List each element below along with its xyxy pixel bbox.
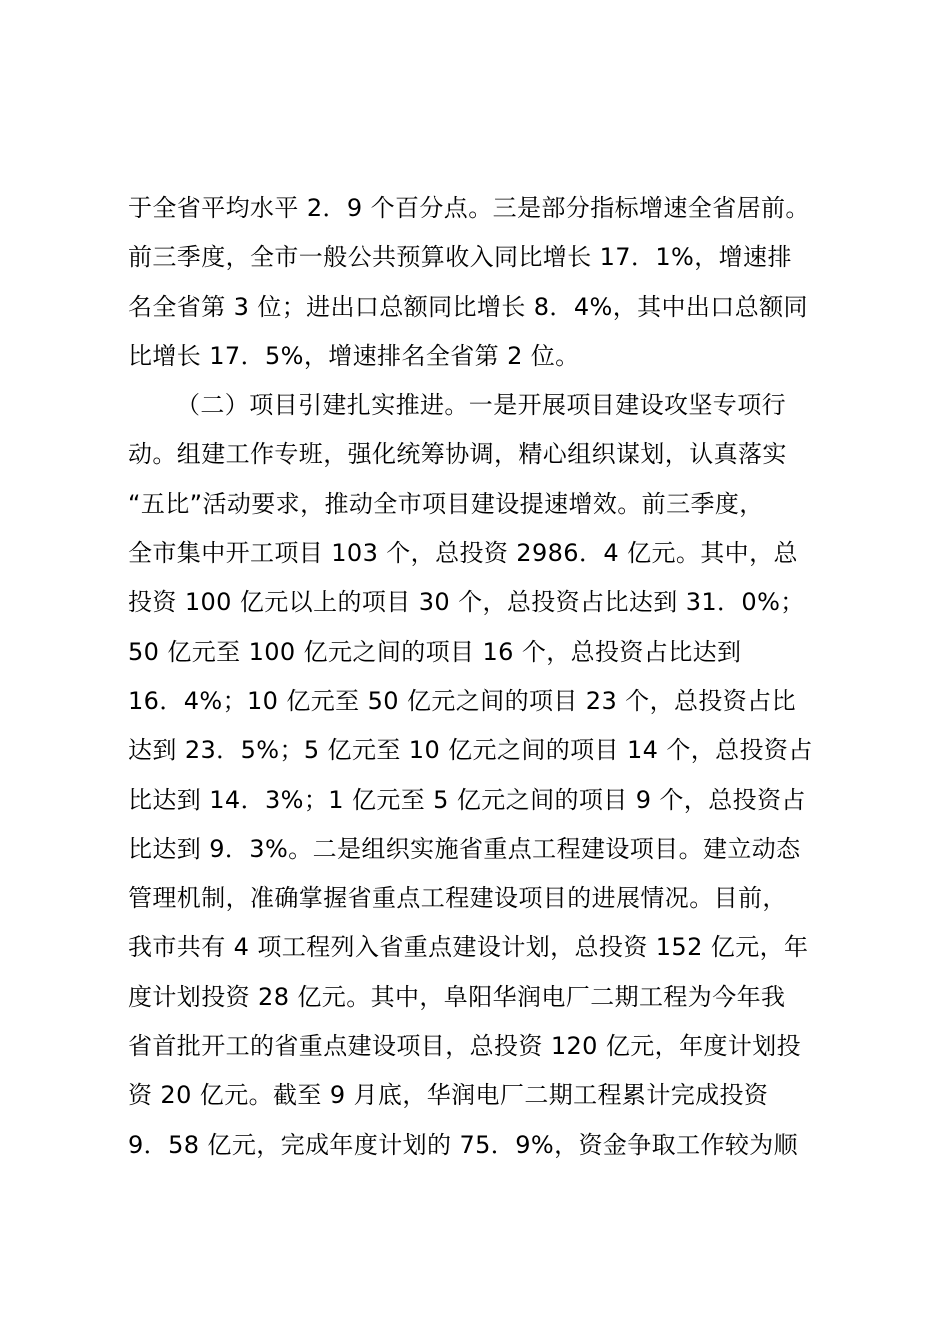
text-line: 我市共有 4 项工程列入省重点建设计划，总投资 152 亿元，年 — [128, 933, 809, 962]
text-line: 50 亿元至 100 亿元之间的项目 16 个，总投资占比达到 — [128, 637, 742, 666]
text-line: 全市集中开工项目 103 个，总投资 2986．4 亿元。其中，总 — [128, 539, 798, 568]
text-line: 于全省平均水平 2．9 个百分点。三是部分指标增速全省居前。 — [128, 194, 810, 222]
text-line: 比达到 14．3%；1 亿元至 5 亿元之间的项目 9 个，总投资占 — [128, 785, 806, 814]
text-line: 前三季度，全市一般公共预算收入同比增长 17．1%，增速排 — [128, 243, 792, 272]
text-line: 16．4%；10 亿元至 50 亿元之间的项目 23 个，总投资占比 — [128, 686, 796, 715]
text-line: 名全省第 3 位；进出口总额同比增长 8．4%，其中出口总额同 — [128, 292, 808, 321]
text-line: 资 20 亿元。截至 9 月底，华润电厂二期工程累计完成投资 — [128, 1081, 769, 1110]
text-line: 管理机制，准确掌握省重点工程建设项目的进展情况。目前， — [128, 884, 787, 913]
text-line: “五比”活动要求，推动全市项目建设提速增效。前三季度， — [128, 489, 764, 518]
text-line: 9．58 亿元，完成年度计划的 75．9%，资金争取工作较为顺 — [128, 1130, 799, 1159]
text-line: 比达到 9．3%。二是组织实施省重点工程建设项目。建立动态 — [128, 834, 801, 863]
text-line: 达到 23．5%；5 亿元至 10 亿元之间的项目 14 个，总投资占 — [128, 736, 813, 765]
text-line: 度计划投资 28 亿元。其中，阜阳华润电厂二期工程为今年我 — [128, 982, 786, 1011]
paragraph-start-line: （二）项目引建扎实推进。一是开展项目建设攻坚专项行 — [176, 391, 786, 420]
text-line: 省首批开工的省重点建设项目，总投资 120 亿元，年度计划投 — [128, 1032, 802, 1061]
text-line: 比增长 17．5%，增速排名全省第 2 位。 — [128, 341, 580, 370]
text-line: 投资 100 亿元以上的项目 30 个，总投资占比达到 31．0%； — [128, 588, 805, 617]
document-body — [128, 184, 848, 1170]
text-line: 动。组建工作专班，强化统筹协调，精心组织谋划，认真落实 — [128, 440, 787, 469]
